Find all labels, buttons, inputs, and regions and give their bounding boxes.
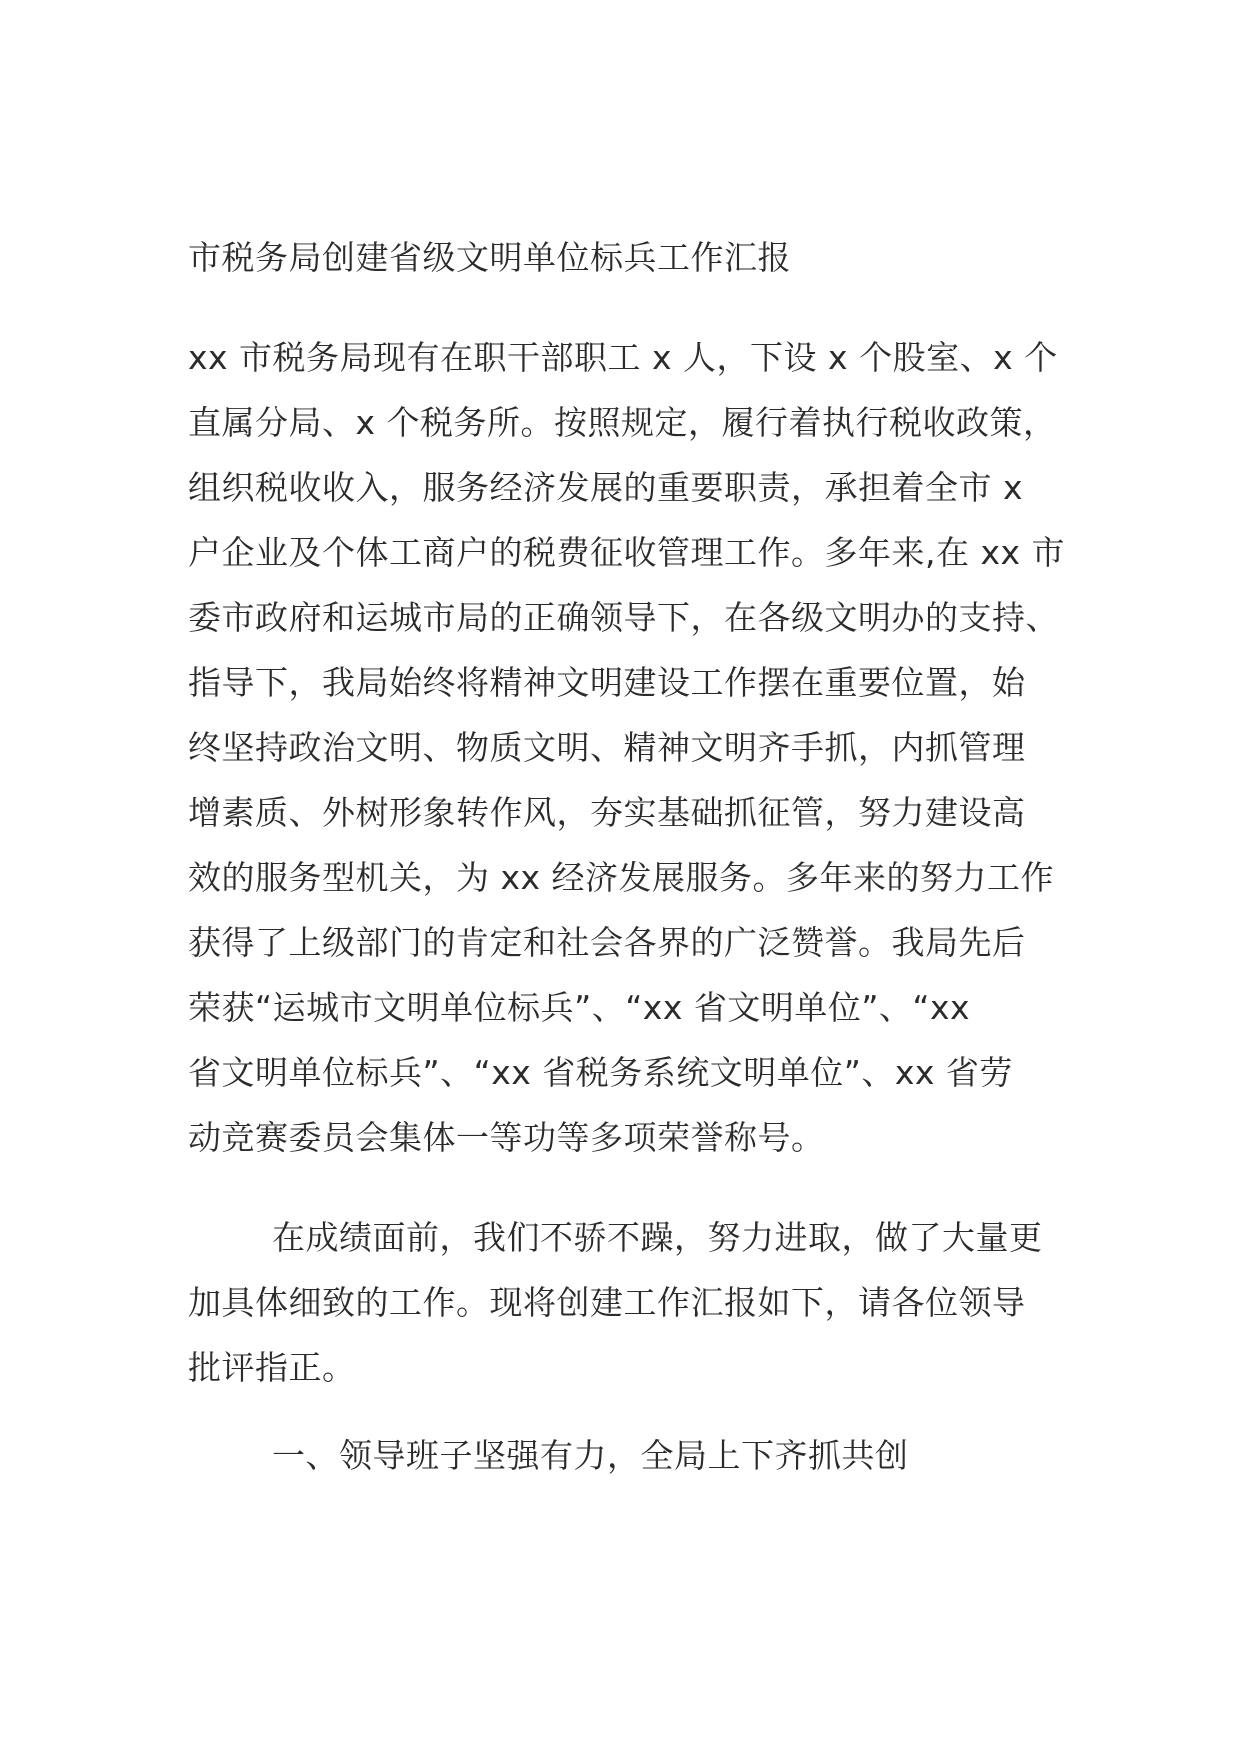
section-heading-1 — [188, 1423, 1060, 1488]
text-line: 批评指正。 — [188, 1348, 356, 1387]
text-line: 加具体细致的工作。现将创建工作汇报如下，请各位领导 — [188, 1283, 1026, 1322]
text-line: 组织税收收入，服务经济发展的重要职责，承担着全市 x — [188, 468, 1024, 507]
text-line: 荣获“运城市文明单位标兵”、“xx 省文明单位”、“xx — [188, 988, 971, 1027]
text-line: 指导下，我局始终将精神文明建设工作摆在重要位置，始 — [188, 663, 1026, 702]
text-line: xx 市税务局现有在职干部职工 x 人，下设 x 个股室、x 个 — [188, 338, 1058, 377]
text-line: 获得了上级部门的肯定和社会各界的广泛赞誉。我局先后 — [188, 923, 1026, 962]
text-line: 终坚持政治文明、物质文明、精神文明齐手抓，内抓管理 — [188, 728, 1026, 767]
text-line: 直属分局、x 个税务所。按照规定，履行着执行税收政策， — [188, 403, 1057, 442]
text-line: 增素质、外树形象转作风，夯实基础抓征管，努力建设高 — [188, 793, 1026, 832]
paragraph-achievements — [188, 1205, 1060, 1400]
document-title: 市税务局创建省级文明单位标兵工作汇报 — [188, 238, 791, 277]
text-line: 效的服务型机关，为 xx 经济发展服务。多年来的努力工作 — [188, 858, 1055, 897]
text-line: 户企业及个体工商户的税费征收管理工作。多年来,在 xx 市 — [188, 533, 1066, 572]
text-line: 省文明单位标兵”、“xx 省税务系统文明单位”、xx 省劳 — [188, 1053, 1013, 1092]
text-line: 在成绩面前，我们不骄不躁，努力进取，做了大量更 — [272, 1218, 1043, 1257]
text-line: 委市政府和运城市局的正确领导下，在各级文明办的支持、 — [188, 598, 1059, 637]
text-line: 动竞赛委员会集体一等功等多项荣誉称号。 — [188, 1118, 825, 1157]
paragraph-intro — [188, 325, 1066, 1170]
text-line: 一、领导班子坚强有力，全局上下齐抓共创 — [272, 1436, 909, 1475]
